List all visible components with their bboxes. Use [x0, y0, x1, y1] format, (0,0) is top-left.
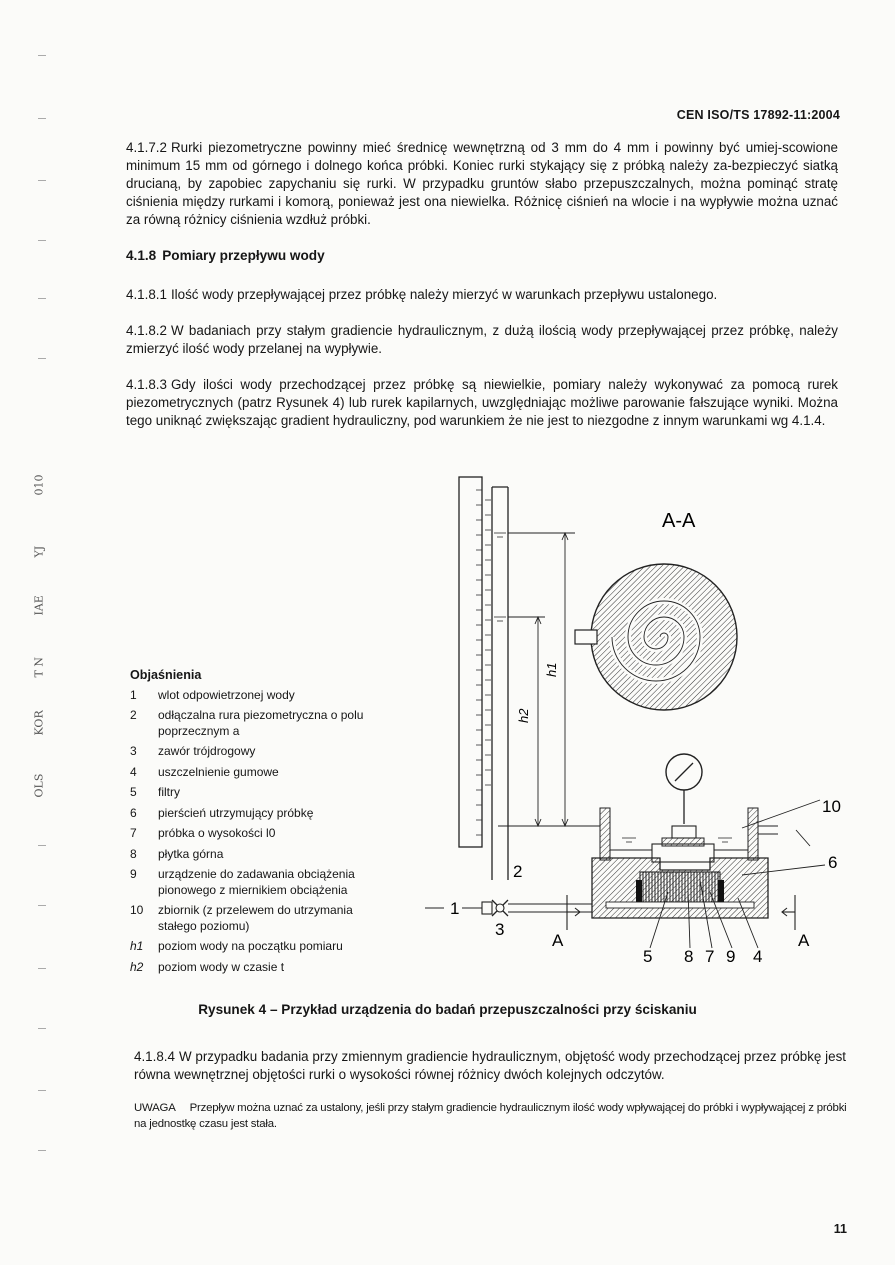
legend-text: urządzenie do zadawania obciążenia pionowego z miernikiem obciążenia: [158, 867, 355, 897]
three-way-valve: [425, 900, 508, 916]
margin-tick: [38, 298, 46, 299]
legend-text: płytka górna: [158, 846, 224, 861]
margin-tick: [38, 180, 46, 181]
label-4: 4: [753, 947, 763, 966]
label-a-right: A: [798, 931, 810, 950]
margin-stamp-text: 010: [32, 474, 46, 496]
label-9: 9: [726, 947, 736, 966]
legend-title: Objaśnienia: [130, 668, 202, 682]
margin-tick: [38, 1090, 46, 1091]
note-label: UWAGA: [134, 1102, 176, 1114]
figure-caption: Rysunek 4 – Przykład urządzenia do badań przepuszczalności przy ściskaniu: [198, 1002, 697, 1017]
label-5: 5: [643, 947, 653, 966]
label-a-left: A: [552, 931, 564, 950]
legend-key: 3: [130, 744, 137, 758]
margin-tick: [38, 118, 46, 119]
legend-text: poziom wody w czasie t: [158, 959, 285, 974]
label-h1: h1: [544, 662, 559, 677]
legend-key: 2: [130, 708, 137, 722]
legend-key: 4: [130, 764, 137, 779]
margin-tick: [38, 905, 46, 906]
margin-tick: [38, 240, 46, 241]
legend-text: odłączalna rura piezometryczna o polu poprzecznym a: [158, 708, 364, 738]
paragraph-number: 4.1.8.3: [126, 377, 167, 392]
paragraph-number: 4.1.7.2: [126, 140, 167, 155]
note-text: Przepływ można uznać za ustalony, jeśli przy stałym gradiencie hydraulicznym ilość wody wpływającej do próbki i wypływającej z próbki na jednostkę czasu jest stała.: [134, 1102, 847, 1130]
legend-text: zawór trójdrogowy: [158, 744, 256, 758]
legend-key: h2: [130, 959, 144, 974]
margin-tick: [38, 1028, 46, 1029]
margin-stamp-text: T N: [32, 657, 46, 678]
legend-text: zbiornik (z przelewem do utrzymania stałego poziomu): [158, 903, 353, 933]
load-gauge: [666, 754, 702, 824]
section-label-aa: A-A: [662, 510, 696, 532]
legend-key: 6: [130, 805, 137, 820]
paragraph-text: Gdy ilości wody przechodzącej przez próbkę są niewielkie, pomiary należy wykonywać za pomocą rurek piezometrycznych (patrz Rysunek 4) lub rurek kapilarnych, uwzględniając możliwe parowanie fałszujące wyniki. Można tego uniknąć zwiększając gradient hydrauliczny, pod warunkiem że nie jest to niezgodne z innym warunkami wg 4.1.4.: [126, 377, 838, 428]
paragraph-number: 4.1.8.1: [126, 287, 167, 302]
paragraph-text: Rurki piezometryczne powinny mieć średnicę wewnętrzną od 3 mm do 4 mm i powinny być umiej-scowione minimum 15 mm od górnego i dolnego końca próbki. Koniec rurki stykający się z próbką należy za-bezpieczyć siatką drucianą, by zapobiec zapychaniu się rurki. W przypadku gruntów słabo przepuszczalnych, można pominąć stratę ciśnienia między rurkami i komorą, ponieważ jest ona niewielka. Różnicę ciśnień na wlocie i na wypływie można uznać za równą różnicy ciśnienia wzdłuż próbki.: [126, 140, 838, 227]
margin-tick: [38, 845, 46, 846]
spiral-section-view: [575, 564, 737, 710]
dimension-lines: [498, 533, 600, 826]
margin-stamp-text: IAE: [32, 595, 46, 616]
label-8: 8: [684, 947, 694, 966]
label-2: 2: [513, 862, 523, 881]
legend-text: filtry: [158, 785, 180, 799]
margin-stamp-text: OLS: [32, 773, 46, 798]
legend-key: 8: [130, 846, 137, 861]
label-3: 3: [495, 920, 505, 939]
legend-key: 5: [130, 785, 137, 799]
document-header-standard-id: CEN ISO/TS 17892-11:2004: [676, 108, 840, 122]
section-number: 4.1.8: [126, 248, 157, 263]
paragraph-number: 4.1.8.4: [134, 1049, 175, 1064]
label-10: 10: [822, 797, 841, 816]
legend-text: pierścień utrzymujący próbkę: [158, 805, 314, 820]
margin-tick: [38, 55, 46, 56]
margin-stamp-text: YJ: [32, 545, 46, 558]
piezometer-tube-main: [459, 477, 482, 847]
paragraph-number: 4.1.8.2: [126, 323, 167, 338]
label-6: 6: [828, 853, 838, 872]
piezometer-tube-detachable: [485, 487, 508, 880]
paragraph-text: Ilość wody przepływającej przez próbkę należy mierzyć w warunkach przepływu ustalonego.: [170, 287, 718, 302]
legend-key: 9: [130, 867, 137, 881]
margin-tick: [38, 358, 46, 359]
page-number: 11: [833, 1222, 847, 1236]
label-h2: h2: [516, 708, 531, 723]
section-title: Pomiary przepływu wody: [162, 248, 325, 263]
paragraph-text: W badaniach przy stałym gradiencie hydraulicznym, z dużą ilością wody przepływającej przez próbkę, należy zmierzyć ilość wody przelanej na wypływie.: [126, 323, 838, 356]
legend-key: h1: [130, 939, 144, 953]
paragraph-4-1-8-4: [134, 1048, 846, 1084]
label-1: 1: [450, 899, 460, 918]
note: [134, 1100, 849, 1132]
permeameter-cell: [508, 808, 778, 918]
margin-tick: [38, 1150, 46, 1151]
legend-key: 1: [130, 687, 137, 702]
margin-stamp-text: KOR: [32, 710, 46, 736]
paragraph-text: W przypadku badania przy zmiennym gradiencie hydraulicznym, objętość wody przechodzącej przez próbkę jest równa wewnętrznej objętości rurki o wysokości równej różnicy dwóch kolejnych odczytów.: [134, 1049, 846, 1082]
legend-text: wlot odpowietrzonej wody: [158, 687, 295, 702]
legend-text: poziom wody na początku pomiaru: [158, 939, 343, 953]
legend-text: próbka o wysokości l0: [158, 826, 276, 840]
label-7: 7: [705, 947, 715, 966]
legend-key: 10: [130, 903, 144, 917]
margin-tick: [38, 968, 46, 969]
legend-key: 7: [130, 826, 137, 840]
legend-text: uszczelnienie gumowe: [158, 764, 279, 779]
